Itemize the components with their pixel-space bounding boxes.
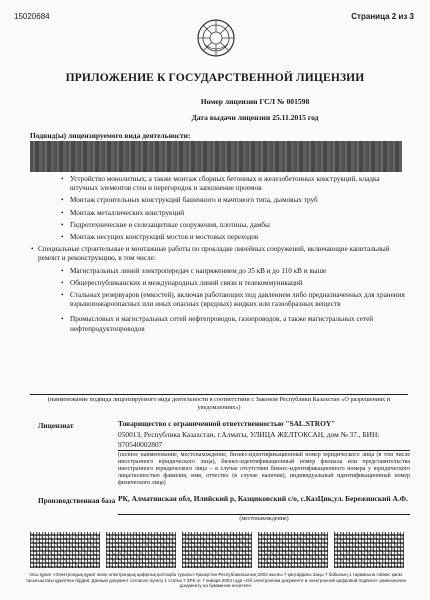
licensee-label: Лицензиат — [38, 421, 74, 430]
list-item: • Монтаж металлических конструкций — [60, 209, 408, 218]
list-item: • Промысловых и магистральных сетей нефтепроводов, газопроводов, а также магистральных сетей нефтепродуктопроводов — [60, 315, 408, 333]
qr-code-5 — [334, 532, 404, 568]
list-item: • Монтаж несущих конструкций мостов и мостовых переходов — [60, 233, 408, 242]
activity-list — [30, 175, 408, 337]
document-title: ПРИЛОЖЕНИЕ К ГОСУДАРСТВЕННОЙ ЛИЦЕНЗИИ — [65, 71, 365, 84]
state-emblem-icon — [196, 18, 236, 58]
license-issue-date: Дата выдачи лицензии 25.11.2015 год — [191, 113, 319, 122]
list-item: • Монтаж строительных конструкций башенного и мачтового типа, дымовых труб — [60, 196, 408, 205]
divider — [118, 450, 410, 451]
footer-legal-note: Осы құжат «Электрондық құжат және электрондық цифрлық қолтаңба туралы» Қазақстан Республикасының 2003 жылғы 7 қаңтардағы Заңы 7 бабының 1 тармағына сәйкес қағаз тасығыштағы құжатпен бірдей. Данный документ согласно пункту 1 статьи 7 ЗРК от 7 января 2003 года «Об электронном документе и электронной цифровой подписи» равнозначен документу на бумажном носителе. — [25, 572, 407, 588]
production-base-label: Производственная база — [38, 496, 116, 505]
list-item: • Стальных резервуаров (емкостей), включая работающих под давлением либо предназначенных для хранения взрывопожароопасных или иных опасных (вредных) жидких или газообразных веществ — [60, 291, 408, 309]
licensee-name: Товарищество с ограниченной ответственностью "SAL.STROY" — [118, 419, 336, 428]
licensee-address: 050013, Республика Казахстан, г.Алматы, УЛИЦА ЖЕЛТОКСАН, дом № 37., БИН: 970540002807 — [118, 430, 380, 449]
divider — [30, 394, 408, 395]
qr-code-4 — [258, 532, 328, 568]
list-item: • Общереспубликанских и международных линий связи и телекоммуникаций — [60, 279, 408, 288]
qr-code-2 — [106, 532, 176, 568]
divider — [118, 514, 410, 515]
licensee-note: (полное наименование, местонахождение, бизнес-идентификационный номер юридического лица (в том числе иностранного юридического лица), бизнес-идентификационный номер филиала или представительства иностранного юридического лица – в случае отсутствия бизнес-идентификационного номера у юридического лица/полностью фамилия, имя, отчество (в случае наличия), индивидуальный идентификационный номер физического лица) — [118, 452, 410, 486]
list-item: • Магистральных линий электропередач с напряжением до 35 кВ и до 110 кВ и выше — [60, 267, 408, 276]
license-number: Номер лицензии ГСЛ № 001598 — [200, 97, 310, 106]
qr-code-3 — [182, 532, 252, 568]
page-indicator: Страница 2 из 3 — [351, 12, 414, 21]
qr-code-1 — [30, 532, 100, 568]
document-id: 15020684 — [14, 12, 50, 21]
subtype-heading: Подвид(ы) лицензируемого вида деятельности: — [30, 131, 191, 140]
activity-caption: (наименование подвида лицензируемого вида деятельности в соответствии с Законом Республики Казахстан «О разрешениях и уведомлениях») — [47, 396, 391, 411]
production-base-note: (местонахождение) — [239, 516, 289, 522]
redacted-text-block — [30, 141, 402, 172]
production-base-value: РК, Алматинская обл, Илийский р, Казциковский с/о, с.КазЦик,ул. Бережинский А.Ф. — [118, 494, 408, 503]
list-item: • Устройство монолитных, а также монтаж сборных бетонных и железобетонных конструкций, кладка штучных элементов стен и перегородок и заполнение проемов — [60, 175, 408, 193]
special-works-item: • Специальные строительные и монтажные работы по прокладке линейных сооружений, включающие капитальный ремонт и реконструкцию, в том числе: — [30, 245, 408, 263]
list-item: • Гидротехнические и селезащитные сооружения, плотины, дамбы — [60, 221, 408, 230]
